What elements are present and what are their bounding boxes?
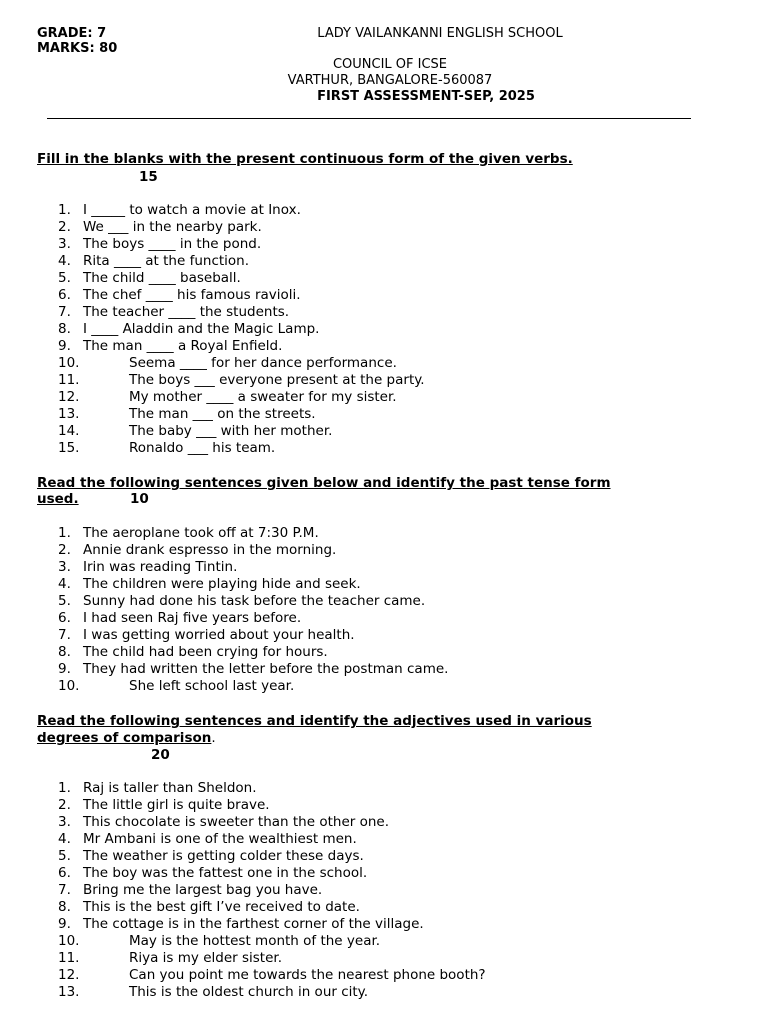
list-item [58,967,738,984]
list-item [58,814,738,831]
item-number: 7. [58,304,71,320]
item-number: 6. [58,865,71,881]
item-number: 2. [58,219,71,235]
list-item [58,253,738,270]
item-text: I had seen Raj five years before. [83,610,302,626]
header-divider [47,118,691,119]
item-text: The child had been crying for hours. [83,644,328,660]
list-item [58,593,738,610]
list-item [58,338,738,355]
item-text: This is the oldest church in our city. [129,984,369,1000]
item-number: 6. [58,287,71,303]
item-text: This chocolate is sweeter than the other one. [83,814,389,830]
list-item [58,644,738,661]
list-item [58,525,738,542]
list-item [58,355,738,372]
item-text: The child ____ baseball. [83,270,241,286]
list-item [58,287,738,304]
list-item [58,848,738,865]
item-text: I was getting worried about your health. [83,627,355,643]
list-item [58,559,738,576]
list-item [58,542,738,559]
item-number: 8. [58,321,71,337]
list-item [58,576,738,593]
assessment-title: FIRST ASSESSMENT-SEP, 2025 [317,89,535,104]
item-number: 10. [58,355,80,371]
section3-title-line2-wrap [37,730,216,747]
item-text: This is the best gift I’ve received to date. [83,899,360,915]
item-number: 4. [58,576,71,592]
item-number: 13. [58,406,80,422]
list-item [58,865,738,882]
list-item [58,304,738,321]
section2-marks: 10 [130,491,149,507]
marks-label: MARKS: 80 [37,41,118,56]
list-item [58,219,738,236]
section1-title: Fill in the blanks with the present continuous form of the given verbs. [37,151,573,167]
item-text: Bring me the largest bag you have. [83,882,323,898]
section3-list [58,780,738,1001]
item-number: 1. [58,202,71,218]
item-number: 7. [58,627,71,643]
list-item [58,950,738,967]
grade-label: GRADE: 7 [37,26,107,41]
item-text: The man ___ on the streets. [129,406,316,422]
item-number: 8. [58,899,71,915]
item-text: The little girl is quite brave. [83,797,270,813]
item-text: She left school last year. [129,678,295,694]
list-item [58,882,738,899]
item-text: The weather is getting colder these days. [83,848,364,864]
item-number: 2. [58,797,71,813]
item-text: Can you point me towards the nearest phone booth? [129,967,486,983]
item-number: 5. [58,270,71,286]
list-item [58,661,738,678]
item-text: The baby ___ with her mother. [129,423,333,439]
item-text: I _____ to watch a movie at Inox. [83,202,301,218]
council-name: COUNCIL OF ICSE [332,57,448,72]
item-text: The children were playing hide and seek. [83,576,361,592]
section3-title-line2: degrees of comparison [37,730,212,746]
item-number: 8. [58,644,71,660]
item-number: 15. [58,440,80,456]
item-text: Raj is taller than Sheldon. [83,780,257,796]
item-number: 12. [58,389,80,405]
list-item [58,831,738,848]
list-item [58,236,738,253]
item-text: The chef ____ his famous ravioli. [83,287,301,303]
list-item [58,984,738,1001]
list-item [58,270,738,287]
list-item [58,780,738,797]
item-text: The teacher ____ the students. [83,304,290,320]
item-number: 6. [58,610,71,626]
item-number: 11. [58,950,80,966]
item-number: 2. [58,542,71,558]
item-number: 4. [58,831,71,847]
section2-list [58,525,738,695]
item-text: Riya is my elder sister. [129,950,282,966]
section2-title-line1: Read the following sentences given below and identify the past tense form [37,475,611,491]
item-number: 3. [58,236,71,252]
list-item [58,389,738,406]
list-item [58,899,738,916]
item-text: The man ____ a Royal Enfield. [83,338,283,354]
school-address: VARTHUR, BANGALORE-560087 [287,73,493,88]
item-number: 13. [58,984,80,1000]
list-item [58,916,738,933]
list-item [58,321,738,338]
item-number: 5. [58,593,71,609]
school-name: LADY VAILANKANNI ENGLISH SCHOOL [317,26,563,41]
item-number: 11. [58,372,80,388]
list-item [58,627,738,644]
section1-marks: 15 [139,169,158,185]
list-item [58,440,738,457]
list-item [58,933,738,950]
list-item [58,423,738,440]
item-number: 3. [58,814,71,830]
section2-title-line2: used. [37,491,79,507]
item-number: 9. [58,916,71,932]
section1-list [58,202,738,457]
section3-marks: 20 [151,747,170,763]
item-text: Seema ____ for her dance performance. [129,355,397,371]
item-text: Sunny had done his task before the teacher came. [83,593,426,609]
item-text: Mr Ambani is one of the wealthiest men. [83,831,357,847]
item-number: 9. [58,338,71,354]
item-text: The boy was the fattest one in the school. [83,865,368,881]
list-item [58,202,738,219]
list-item [58,610,738,627]
item-number: 14. [58,423,80,439]
item-number: 12. [58,967,80,983]
item-text: I ____ Aladdin and the Magic Lamp. [83,321,320,337]
item-text: We ___ in the nearby park. [83,219,262,235]
item-text: The aeroplane took off at 7:30 P.M. [83,525,319,541]
item-text: My mother ____ a sweater for my sister. [129,389,397,405]
item-number: 9. [58,661,71,677]
list-item [58,372,738,389]
item-number: 1. [58,780,71,796]
item-number: 10. [58,933,80,949]
item-number: 5. [58,848,71,864]
list-item [58,406,738,423]
item-text: Rita ____ at the function. [83,253,250,269]
item-text: The cottage is in the farthest corner of the village. [83,916,424,932]
item-text: Annie drank espresso in the morning. [83,542,337,558]
item-text: The boys ___ everyone present at the party. [129,372,425,388]
item-text: Ronaldo ___ his team. [129,440,276,456]
item-text: The boys ____ in the pond. [83,236,262,252]
item-number: 7. [58,882,71,898]
item-number: 10. [58,678,80,694]
section3-title-suffix: . [211,730,216,746]
item-number: 3. [58,559,71,575]
item-number: 1. [58,525,71,541]
item-text: They had written the letter before the postman came. [83,661,449,677]
section3-title-line1: Read the following sentences and identify the adjectives used in various [37,713,592,729]
list-item [58,678,738,695]
item-number: 4. [58,253,71,269]
item-text: Irin was reading Tintin. [83,559,238,575]
list-item [58,797,738,814]
item-text: May is the hottest month of the year. [129,933,381,949]
